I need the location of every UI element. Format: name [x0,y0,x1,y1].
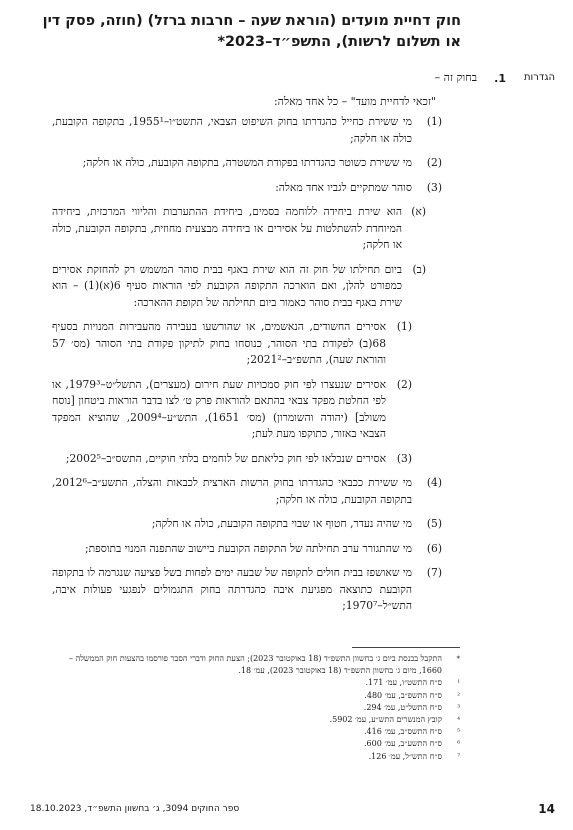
item-label: (7) [426,566,442,579]
item-label: (3) [426,180,442,194]
footnote-mark: ³ [457,703,460,712]
item-label: (4) [426,476,442,489]
footnote-mark: ¹ [457,679,460,688]
section-number: 1. [494,72,506,85]
footnote-mark: ⁵ [457,728,460,737]
item-label: (3) [396,451,412,465]
definition-item [52,541,460,558]
item-text: מי שהיה נעדר, חטוף או שבוי בתקופה הקובעת, כולה או חלקה; [151,517,412,530]
item-text: מי ששירת כשוטר כהגדרתו בפקודת המשטרה, בתקופה הקובעת, כולה או חלקה; [82,156,412,169]
definition-subitem [52,262,460,312]
footnotes [52,653,460,763]
item-text: מי ששירת כחייל כהגדרתו בחוק השיפוט הצבאי, התשט״ו–1955¹, בתקופה הקובעת, כולה או חלקה; [52,115,413,145]
item-text: אסירים החשודים, הנאשמים, או שהורשעו בעבירה מהעבירות המנויות בסעיף 68(ב) לפקודת בתי הסוהר, כנוסחו בחוק לתיקון פקודת בתי הסוהר (מס׳ 57 והוראת שעה), התשפ״ב–2021²; [52,320,386,366]
footnote [52,738,460,750]
item-label: (6) [426,541,442,555]
item-text: ביום תחילתו של חוק זה הוא שירת באגף בבית סוהר המשמש רק להחזקת אסירים כמפורט להלן, ואם הוארכה התקופה הקובעת לפי הוראות סעיף 6(א)(1) – הוא שירת באגף בבית סוהר כאמור ביום תחילתה של תקופת ההארכה: [52,262,403,309]
page-number: 14 [538,802,555,816]
footnote [52,690,460,702]
footnote [52,702,460,714]
definition-items [52,114,460,623]
footnote-mark: ⁷ [457,752,460,761]
item-label: (א) [411,205,426,218]
footnote-mark: ² [457,691,460,700]
footnote-text: ס״ח התשט״ו, עמ׳ 171. [365,678,442,688]
footnote-divider [352,647,460,648]
footnote-text: התקבל בכנסת ביום ג׳ בחשוון התשפ״ד (18 באוקטובר 2023); הצעת החוק ודברי הסבר פורסמו בהצעות חוק הממשלה – 1660, מיום ג׳ בחשוון התשפ״ד (18 באוקטובר 2023), עמ׳ 18. [69,654,442,676]
definition-subsubitem [52,451,460,468]
item-text: מי שאושפז בבית חולים לתקופה של שבעה ימים לפחות בשל פציעה שנגרמה לו בתקופה הקובעת כתוצאה מפגיעת איבה כהגדרתה בחוק התגמולים לנפגעי פעולות איבה, התש״ל–1970⁷; [52,566,412,612]
footnote-mark: * [456,655,460,663]
item-text: סוהר שמתקיים לגביו אחד מאלה: [275,180,412,194]
item-label: (2) [396,377,412,391]
section-intro: בחוק זה – [434,71,477,84]
item-text: הוא שירת ביחידה ללוחמה בסמים, ביחידת ההתערבות והליווי המרכזית, ביחידה המיוחדת להשתלטות על אסירים או ביחידה מבצעית מחוזית, בתקופה הקובעת, כולה או חלקה; [52,205,402,251]
footnote-text: ס״ח התשפ״ב, עמ׳ 480. [364,690,442,700]
item-label: (ב) [412,262,426,276]
page-footer [30,804,555,818]
definition-intro: "זכאי לדחיית מועד" – כל אחד מאלה: [273,95,436,108]
publication-reference: ספר החוקים 3094, ג׳ בחשוון התשפ״ד, 18.10.2023 [30,804,240,814]
footnote-text: ס״ח התשל״ט, עמ׳ 294. [363,702,442,712]
item-text: מי ששירת ככבאי כהגדרתו בחוק הרשות הארצית לכבאות והצלה, התשע״ב–2012⁶, בתקופה הקובעת, כולה או חלקה; [52,476,412,506]
definition-subitem [52,204,460,254]
footnote [52,677,460,689]
footnote [52,726,460,738]
definition-item [52,114,460,147]
definition-item [52,155,460,172]
definition-subsubitem [52,319,460,369]
footnote-text: קובץ המנשרים התש״ע, עמ׳ 5902. [329,715,442,725]
footnote-text: ס״ח התשס״ב, עמ׳ 416. [363,727,442,737]
footnote [52,751,460,763]
item-label: (5) [426,517,442,530]
item-label: (1) [426,115,442,128]
footnote-mark: ⁶ [457,740,460,749]
definition-subsubitem [52,377,460,443]
definition-item [52,565,460,615]
item-text: אסירים שנעצרו לפי חוק סמכויות שעת חירום (מעצרים), התשל״ט–1979³, או לפי החלטת מפקד צבאי בהתאם להוראות פרק ט׳ לצו בדבר הוראות ביטחון [נוסח משולב] (יהודה והשומרון) (מס׳ 1651), התש״ע–2009⁴, שהוציא המפקד הצבאי באזור, כתוקפו מעת לעת; [52,377,387,440]
item-label: (2) [426,156,442,169]
definition-item [52,475,460,508]
definition-item [52,516,460,533]
item-text: מי שהתגורר ערב תחילתה של התקופה הקובעת ביישוב שהתפנה המנוי בתוספת; [85,541,412,555]
margin-note-definitions: הגדרות [523,72,555,83]
item-label: (1) [396,320,412,333]
footnote-mark: ⁴ [457,716,460,725]
footnote-text: ס״ח התשע״ב, עמ׳ 600. [363,739,442,749]
footnote-text: ס״ח התש״ל, עמ׳ 126. [368,751,442,761]
law-title: חוק דחיית מועדים (הוראת שעה – חרבות ברזל) (חוזה, פסק דין או תשלום לרשות), התשפ״ד–2023* [42,13,461,50]
item-text: אסירים שנכלאו לפי חוק כליאתם של לוחמים בלתי חוקיים, התשס״ב–2002⁵; [65,451,386,465]
definition-item [52,180,460,197]
footnote [52,714,460,726]
footnote [52,653,460,677]
